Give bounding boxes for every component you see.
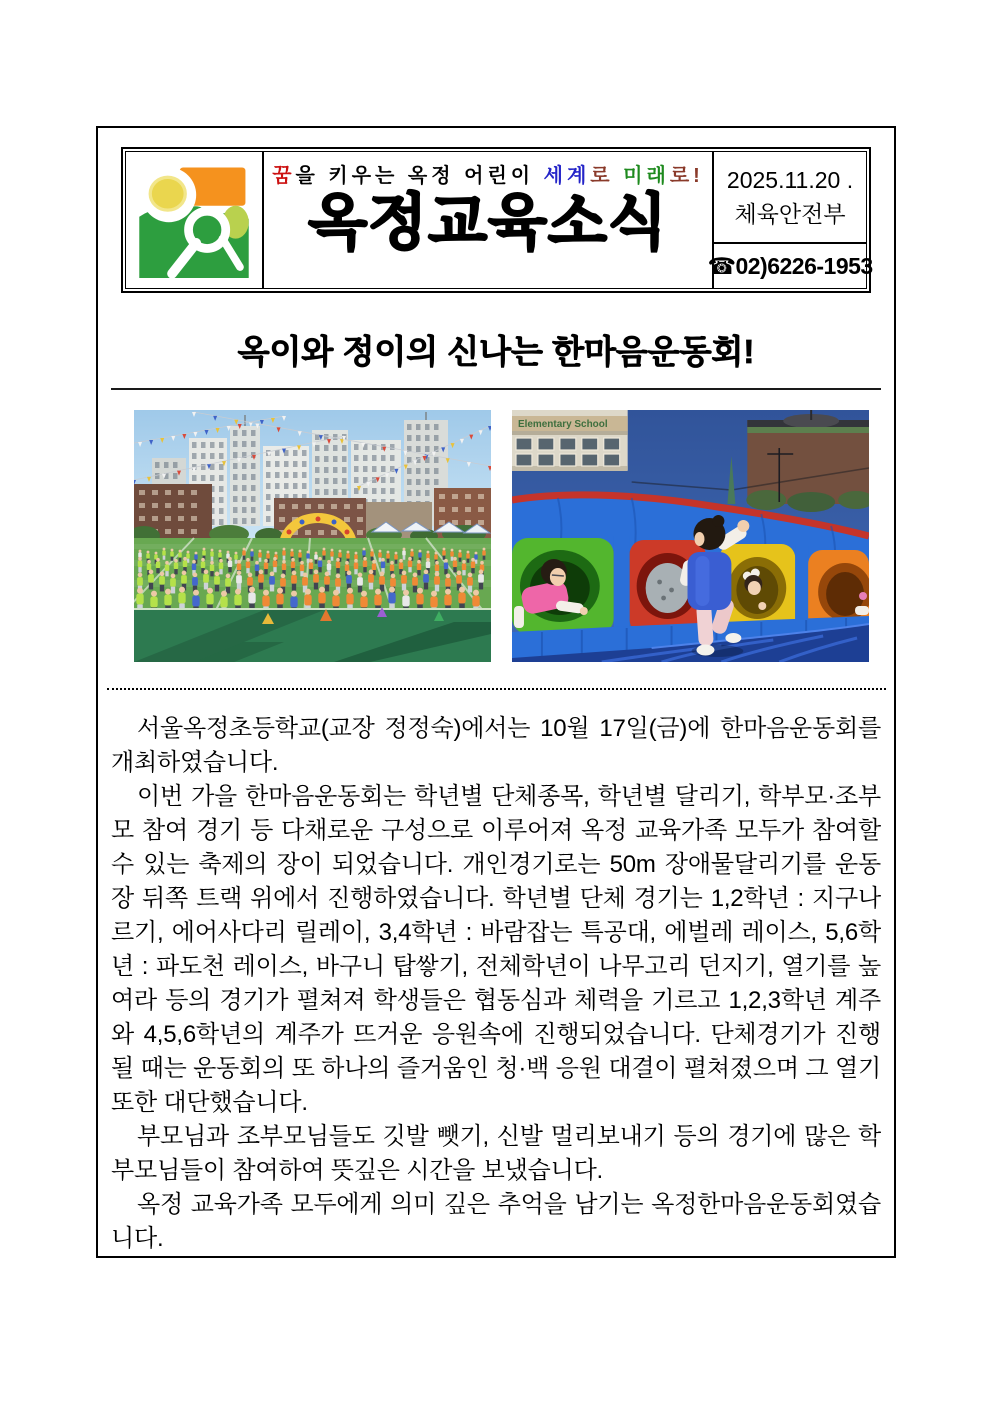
article-headline: 옥이와 정이의 신나는 한마음운동회! xyxy=(237,333,755,370)
masthead-frame xyxy=(121,147,871,293)
masthead xyxy=(125,151,873,289)
slogan xyxy=(264,159,712,188)
newsletter-title: 옥정교육소식 xyxy=(308,188,668,256)
dotted-divider xyxy=(107,688,886,690)
slogan-part-ro1: 로 xyxy=(590,165,624,187)
brick-building-right xyxy=(746,410,869,512)
slogan-part-ro2: 로! xyxy=(669,165,704,187)
slogan-part-middle: 을 키우는 옥정 어린이 xyxy=(295,165,544,187)
department: 체육안전부 xyxy=(734,201,846,227)
photo-sports-field xyxy=(134,410,491,662)
slogan-part-dream: 꿈 xyxy=(272,165,296,187)
masthead-center xyxy=(264,152,714,288)
paragraph: 이번 가을 한마음운동회는 학년별 단체종목, 학년별 달리기, 학부모·조부모 참여 경기 등 다채로운 구성으로 이루어져 옥정 교육가족 모두가 참여할 수 있는 축제의 장이 되었습니다. 개인경기로는 50m 장애물달리기를 운동장 뒤쪽 트랙 위에서 진행하였습니다. 학년별 단체 경기는 1,2학년 : 지구나르기, 에어사다리 릴레이, 3,4학년 : 바람잡는 특공대, 에벌레 레이스, 5,6학년 : 파도천 레이스, 바구니 탑쌓기, 전체학년이 나무고리 던지기, 열기를 높여라 등의 경기가 펼쳐져 학생들은 협동심과 체력을 기르고 1,2,3학년 계주와 4,5,6학년의 계주가 뜨거운 응원속에 진행되었습니다. 단체경기가 진행될 때는 운동회의 또 하나의 즐거움인 청·백 응원 대결이 펼쳐졌으며 그 열기 또한 대단했습니다. xyxy=(111,783,881,1116)
slogan-part-world: 세계 xyxy=(543,165,591,187)
headline-rule xyxy=(111,388,881,390)
slogan-part-future: 미래 xyxy=(623,165,670,187)
newsletter-page xyxy=(96,126,896,1258)
logo-cell xyxy=(126,152,264,288)
masthead-right xyxy=(707,152,873,288)
photo-row xyxy=(134,410,894,662)
paragraph: 부모님과 조부모님들도 깃발 뺏기, 신발 멀리보내기 등의 경기에 많은 학부모님들이 참여하여 뜻깊은 시간을 보냈습니다. xyxy=(111,1123,881,1184)
issue-info xyxy=(714,152,866,244)
paragraph: 옥정 교육가족 모두에게 의미 깊은 추억을 남기는 옥정한마음운동회였습니다. xyxy=(111,1191,881,1252)
photo-inflatable-obstacle xyxy=(512,410,869,662)
article-body xyxy=(111,712,881,1256)
school-logo-icon xyxy=(139,162,249,278)
phone-number: ☎02)6226-1953 xyxy=(707,252,873,279)
issue-date: 2025.11.20 . xyxy=(726,166,854,193)
paragraph: 서울옥정초등학교(교장 정정숙)에서는 10월 17일(금)에 한마음운동회를 개최하였습니다. xyxy=(111,715,881,776)
school-sign-text: Elementary School xyxy=(517,418,608,431)
